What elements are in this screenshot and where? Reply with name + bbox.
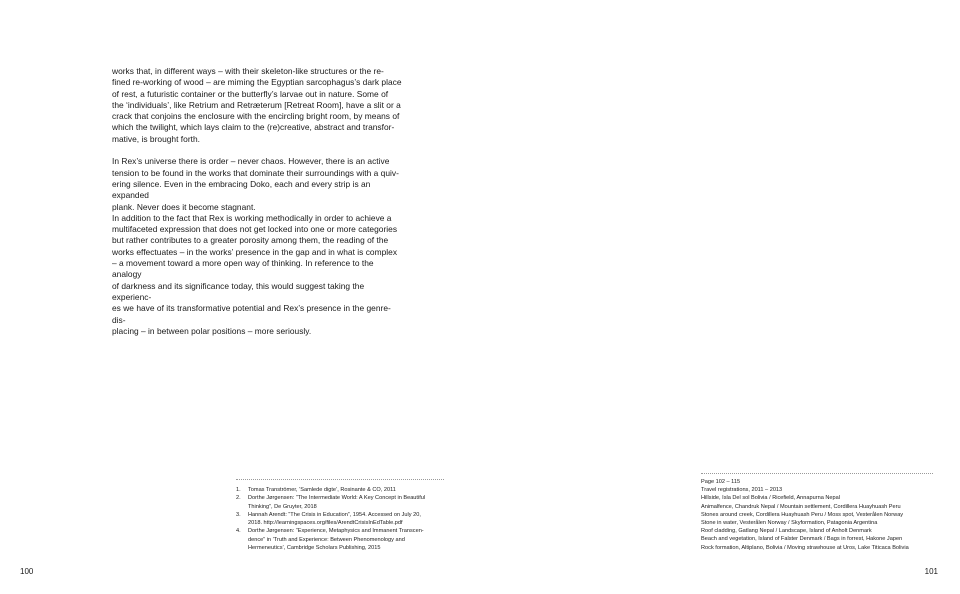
caption-line: Stones around creek, Cordillera Huayhuash Peru / Moss spot, Vesterålen Norway bbox=[701, 511, 904, 518]
footnote-number: 2. bbox=[236, 495, 241, 502]
body-text bbox=[112, 66, 404, 337]
footnote bbox=[236, 494, 444, 511]
footnote-text: Dorthe Jørgensen: “The Intermediate World: A Key Concept in Beautiful Thinking”, De Gruyter, 2018 bbox=[248, 495, 426, 510]
footnote bbox=[236, 486, 444, 494]
caption-line: Rock formation, Altiplano, Bolivia / Moving strawhouse at Uros, Lake Titicaca Bolivia bbox=[701, 544, 909, 551]
caption-line: Stone in water, Vesterålen Norway / Skyformation, Patagonia Argentina bbox=[701, 520, 878, 527]
caption-line: Page 102 – 115 bbox=[701, 479, 741, 485]
footnote-number: 4. bbox=[236, 528, 241, 535]
caption-line: Animalfence, Chandruk Nepal / Mountain settlement, Cordillera Huayhuash Peru bbox=[701, 503, 901, 510]
footnote-number: 1. bbox=[236, 487, 241, 493]
footnote bbox=[236, 527, 444, 552]
caption-line: Travel registrations, 2011 – 2013 bbox=[701, 487, 783, 494]
footnote bbox=[236, 511, 444, 528]
paragraph-3: In addition to the fact that Rex is working methodically in order to achieve a multifaceted expression that does not get locked into one or more categories but rather contributes to a greater porosity among them, the reading of the works effectuates – in the works’ presence in the gap and in what is complex – a movement toward a more open way of thinking. In reference to the analogy of darkness and its significance today, this would suggest taking the experienc- es we have of its transformative potential and Rex’s presence in the genre-dis- placing – in between polar positions – more seriously. bbox=[112, 212, 398, 336]
paragraph-1: works that, in different ways – with their skeleton-like structures or the re- fined re-working of wood – are miming the Egyptian sarcophagus’s dark place of rest, a futuristic container or the butterfly’s larvae out in nature. Some of the ‘individuals’, like Retrium and Retræterum [Retreat Room], have a slit or a crack that conjoins the enclosure with the encircling bright room, by means of which the twilight, which lays claim to the (re)creative, abstract and transfor- mative, is brought forth. bbox=[112, 66, 402, 144]
footnote-text: Tomas Tranströmer, ‘Samlede digte’, Rosinante & CO, 2011 bbox=[248, 487, 396, 493]
paragraph-2: In Rex’s universe there is order – never chaos. However, there is an active tension to be found in the works that dominate their surroundings with a quiv- ering silence. Even in the embracing Doko, each and every strip is an expanded plank. Never does it become stagnant. bbox=[112, 156, 399, 212]
footnotes bbox=[236, 479, 444, 552]
footnote-number: 3. bbox=[236, 511, 241, 518]
right-page bbox=[480, 0, 960, 594]
caption-line: Hillside, Isla Del sol Bolivia / Ricefield, Annapurna Nepal bbox=[701, 495, 840, 502]
caption-line: Beach and vegetation, Island of Falster Denmark / Bags in forrest, Hakone Japen bbox=[701, 536, 903, 543]
caption-line: Roof cladding, Gatlang Nepal / Landscape, Island of Anholt Denmark bbox=[701, 528, 872, 535]
page-number-right: 101 bbox=[924, 567, 938, 576]
footnote-text: Hannah Arendt: “The Crisis in Education”, 1954. Accessed on July 20, 2018. http://learningspaces.org/files/ArendtCrisisInEdTable.pdf bbox=[248, 511, 421, 527]
image-captions bbox=[701, 473, 933, 552]
page-number-left: 100 bbox=[20, 567, 34, 576]
footnote-text: Dorthe Jørgensen: “Experience, Metaphysics and Immanent Transcen- dence” in ‘Truth and Experience: Between Phenomenology and Hermeneutics’, Cambridge Scholars Publishing, 2015 bbox=[248, 528, 424, 552]
